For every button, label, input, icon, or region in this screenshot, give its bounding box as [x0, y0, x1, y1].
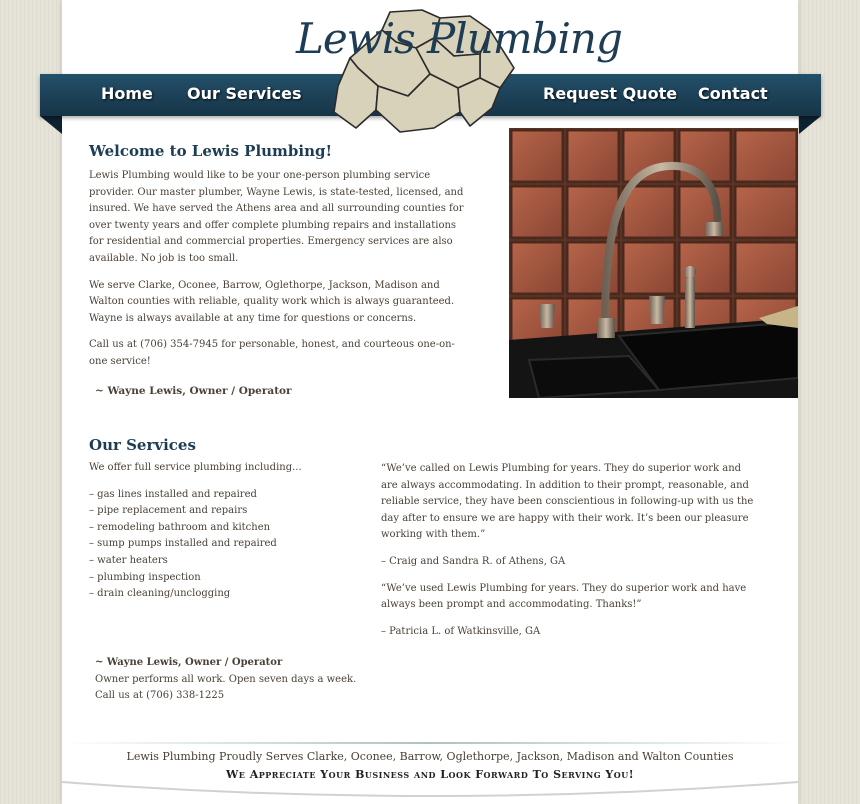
welcome-section	[89, 142, 469, 399]
list-item: – remodeling bathroom and kitchen	[89, 521, 271, 533]
owner-note: Owner performs all work. Open seven days a week.	[95, 673, 357, 685]
welcome-paragraph-2: We serve Clarke, Oconee, Barrow, Oglethorpe, Jackson, Madison and Walton counties with reliable, quality work which is always guaranteed. Wayne is always available at any time for questions or concerns.	[89, 279, 455, 324]
owner-phone: Call us at (706) 338-1225	[95, 690, 225, 702]
testimonial-quote: “We’ve used Lewis Plumbing for years. They do superior work and have always been prompt and accommodating. Thanks!”	[381, 582, 747, 611]
testimonial-author: – Craig and Sandra R. of Athens, GA	[381, 555, 566, 567]
welcome-title: Welcome to Lewis Plumbing!	[89, 142, 333, 160]
nav-contact[interactable]: Contact	[698, 84, 768, 103]
list-item: – pipe replacement and repairs	[89, 505, 248, 517]
services-list	[89, 487, 359, 603]
nav-request-quote[interactable]: Request Quote	[543, 84, 678, 103]
services-intro: We offer full service plumbing including...	[89, 462, 302, 473]
footer-service-area: Lewis Plumbing Proudly Serves Clarke, Oconee, Barrow, Oglethorpe, Jackson, Madison and Walton Counties	[126, 750, 734, 763]
list-item: – plumbing inspection	[89, 571, 201, 583]
testimonial-quote: “We’ve called on Lewis Plumbing for years. They do superior work and are always accommodating. In addition to their prompt, reasonable, and reliable service, they have been conscientious in following-up with us the day after to ensure we are happy with their work. It’s been our pleasure working with them.”	[381, 463, 754, 541]
testimonial-author: – Patricia L. of Watkinsville, GA	[381, 625, 541, 637]
welcome-signature: ~ Wayne Lewis, Owner / Operator	[95, 384, 292, 397]
nav-fold-left	[40, 116, 62, 134]
welcome-paragraph-1: Lewis Plumbing would like to be your one-person plumbing service provider. Our master plumber, Wayne Lewis, is state-tested, licensed, and insured. We have served the Athens area and all surrounding counties for over twenty years and offer complete plumbing repairs and installations for residential and commercial properties. Emergency services are also available. No job is too small.	[89, 170, 464, 264]
welcome-paragraph-3: Call us at (706) 354-7945 for personable, honest, and courteous one-on-one service!	[89, 339, 455, 367]
owner-name: ~ Wayne Lewis, Owner / Operator	[95, 657, 283, 668]
list-item: – water heaters	[89, 554, 168, 566]
nav-home[interactable]: Home	[101, 84, 153, 103]
nav-fold-right	[799, 116, 821, 134]
list-item: – sump pumps installed and repaired	[89, 538, 277, 550]
kitchen-faucet-photo	[509, 128, 798, 398]
logo-text[interactable]: Lewis Plumbing	[296, 14, 622, 63]
footer-tagline: We Appreciate Your Business and Look Forward To Serving You!	[225, 768, 635, 781]
nav-our-services[interactable]: Our Services	[187, 84, 302, 103]
list-item: – gas lines installed and repaired	[89, 488, 257, 500]
services-title: Our Services	[89, 436, 196, 454]
owner-block	[95, 655, 395, 705]
services-section	[89, 436, 359, 603]
list-item: – drain cleaning/unclogging	[89, 588, 231, 600]
testimonials-section	[381, 461, 757, 650]
